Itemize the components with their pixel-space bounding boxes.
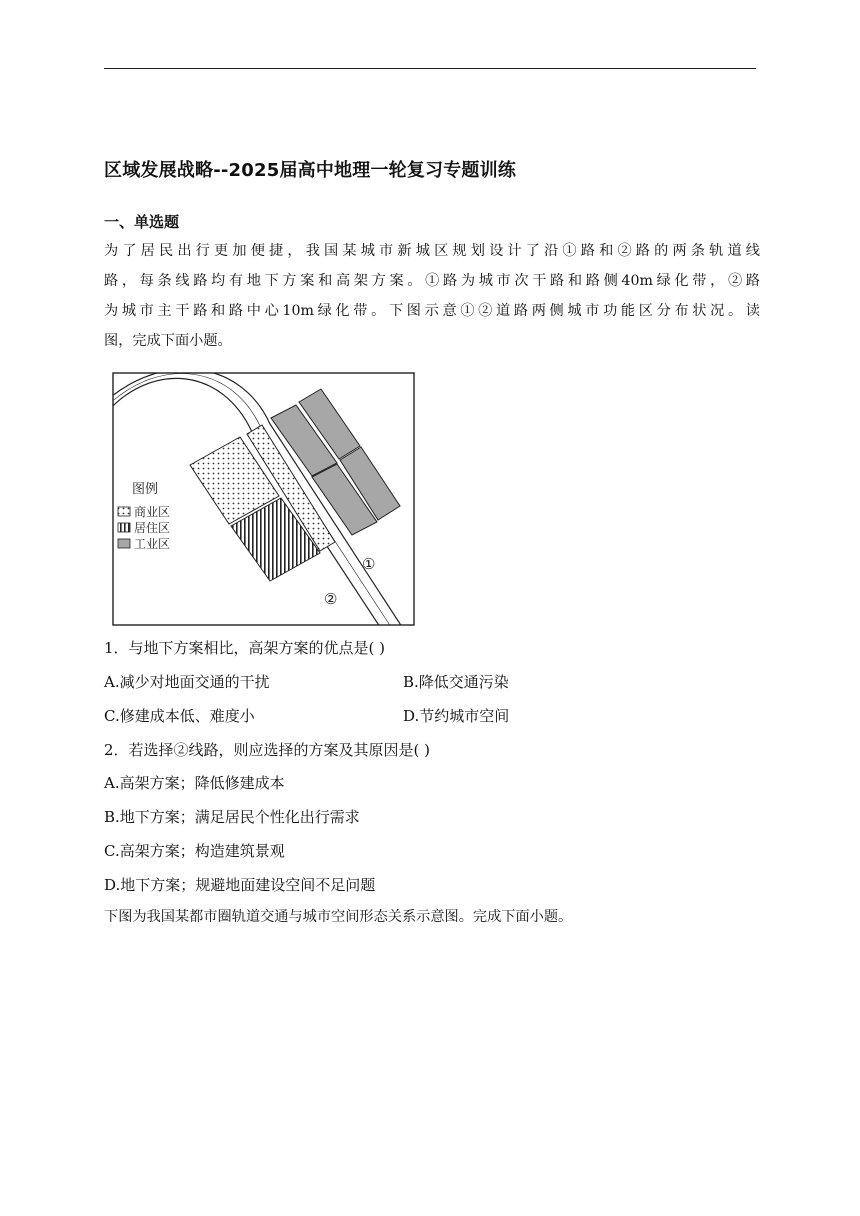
city-function-map <box>112 372 415 630</box>
legend-label-residential: 居住区 <box>134 521 171 535</box>
legend-title: 图例 <box>132 482 159 497</box>
question-2-option-d: D.地下方案；规避地面建设空间不足问题 <box>104 876 376 894</box>
question-2-option-b: B.地下方案；满足居民个性化出行需求 <box>104 808 360 826</box>
question-1-stem: 1．与地下方案相比，高架方案的优点是( ) <box>104 639 386 657</box>
question-1-option-c: C.修建成本低、难度小 <box>104 707 255 725</box>
road-1-label: ① <box>362 555 376 573</box>
legend-label-commercial: 商业区 <box>134 505 171 519</box>
question-2-stem: 2．若选择②线路，则应选择的方案及其原因是( ) <box>104 741 431 759</box>
header-rule <box>104 68 756 69</box>
intro-line: 为了居民出行更加便捷，我国某城市新城区规划设计了沿①路和②路的两条轨道线 <box>104 243 760 259</box>
legend-swatch-industrial <box>118 539 130 548</box>
legend-swatch-commercial <box>118 507 130 516</box>
question-2-option-a: A.高架方案；降低修建成本 <box>104 774 285 792</box>
intro-line: 图，完成下面小题。 <box>104 333 232 349</box>
question-1-option-a: A.减少对地面交通的干扰 <box>104 673 270 691</box>
closing-text: 下图为我国某都市圈轨道交通与城市空间形态关系示意图。完成下面小题。 <box>104 909 573 925</box>
section-heading: 一、单选题 <box>104 213 180 231</box>
intro-line: 为城市主干路和路中心10m绿化带。下图示意①②道路两侧城市功能区分布状况。读 <box>104 303 760 319</box>
intro-line: 路，每条线路均有地下方案和高架方案。①路为城市次干路和路侧40m绿化带，②路 <box>104 273 760 289</box>
question-1-option-b: B.降低交通污染 <box>403 673 509 691</box>
legend-label-industrial: 工业区 <box>134 537 171 551</box>
intro-paragraph <box>104 236 760 356</box>
question-1-option-d: D.节约城市空间 <box>403 707 510 725</box>
legend-swatch-residential <box>118 523 130 532</box>
document-title: 区域发展战略--2025届高中地理一轮复习专题训练 <box>104 160 517 181</box>
road-2-label: ② <box>324 590 338 608</box>
question-2-option-c: C.高架方案；构造建筑景观 <box>104 842 285 860</box>
